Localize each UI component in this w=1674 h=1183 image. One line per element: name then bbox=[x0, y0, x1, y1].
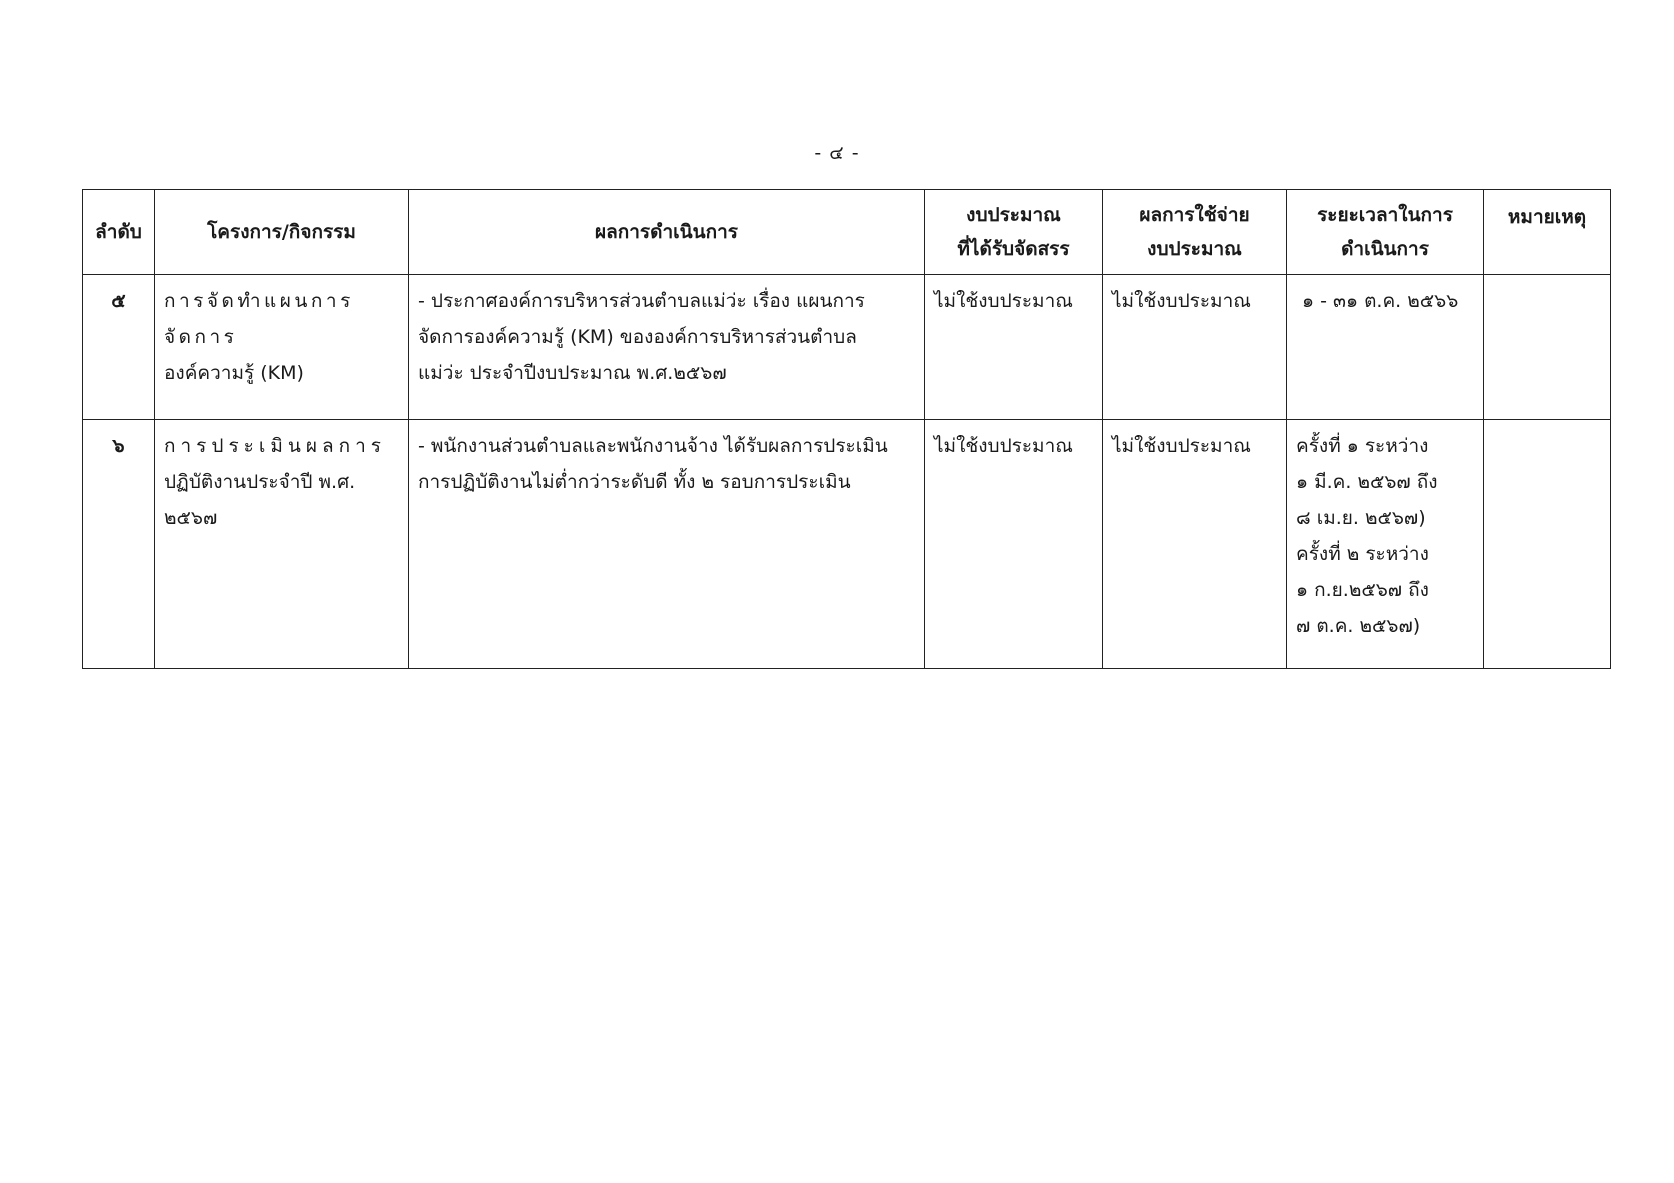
header-period bbox=[1287, 190, 1484, 275]
results-table bbox=[82, 189, 1611, 669]
period-line: ครั้งที่ ๒ ระหว่าง bbox=[1296, 543, 1429, 565]
header-order: ลำดับ bbox=[83, 190, 155, 275]
header-project: โครงการ/กิจกรรม bbox=[155, 190, 409, 275]
project-line: ปฏิบัติงานประจำปี พ.ศ. bbox=[164, 471, 356, 493]
cell-order: ๖ bbox=[83, 420, 155, 669]
cell-result bbox=[409, 420, 925, 669]
cell-budget-spent: ไม่ใช้งบประมาณ bbox=[1103, 275, 1287, 420]
cell-result bbox=[409, 275, 925, 420]
cell-project bbox=[155, 275, 409, 420]
header-result: ผลการดำเนินการ bbox=[409, 190, 925, 275]
header-budget-spent-line2: งบประมาณ bbox=[1147, 238, 1242, 260]
project-line: การจัดทำแผนการจัดการ bbox=[164, 290, 354, 348]
result-line: แม่ว่ะ ประจำปีงบประมาณ พ.ศ.๒๕๖๗ bbox=[418, 362, 727, 384]
table-row bbox=[83, 275, 1611, 420]
cell-project bbox=[155, 420, 409, 669]
header-remark: หมายเหตุ bbox=[1484, 190, 1611, 275]
cell-budget-received: ไม่ใช้งบประมาณ bbox=[925, 420, 1103, 669]
project-line: ๒๕๖๗ bbox=[164, 507, 218, 529]
cell-remark bbox=[1484, 420, 1611, 669]
period-line: ๑ มี.ค. ๒๕๖๗ ถึง bbox=[1296, 471, 1438, 493]
page-number: - ๔ - bbox=[814, 142, 860, 164]
period-line: ๘ เม.ย. ๒๕๖๗) bbox=[1296, 507, 1426, 529]
header-period-line1: ระยะเวลาในการ bbox=[1317, 204, 1453, 226]
period-line: ครั้งที่ ๑ ระหว่าง bbox=[1296, 435, 1429, 457]
result-line: การปฏิบัติงานไม่ต่ำกว่าระดับดี ทั้ง ๒ รอบการประเมิน bbox=[418, 471, 851, 493]
cell-budget-received: ไม่ใช้งบประมาณ bbox=[925, 275, 1103, 420]
cell-remark bbox=[1484, 275, 1611, 420]
period-line: ๑ ก.ย.๒๕๖๗ ถึง bbox=[1296, 579, 1429, 601]
result-line: - ประกาศองค์การบริหารส่วนตำบลแม่ว่ะ เรื่อง แผนการ bbox=[418, 290, 865, 312]
result-line: จัดการองค์ความรู้ (KM) ขององค์การบริหารส่วนตำบล bbox=[418, 326, 857, 348]
cell-period bbox=[1287, 420, 1484, 669]
cell-period bbox=[1287, 275, 1484, 420]
table-row bbox=[83, 420, 1611, 669]
project-line: การประเมินผลการ bbox=[164, 435, 387, 457]
period-line: ๗ ต.ค. ๒๕๖๗) bbox=[1296, 615, 1421, 637]
header-budget-spent-line1: ผลการใช้จ่าย bbox=[1139, 204, 1250, 226]
table-header-row bbox=[83, 190, 1611, 275]
header-period-line2: ดำเนินการ bbox=[1341, 238, 1429, 260]
header-budget-received bbox=[925, 190, 1103, 275]
period-line: ๑ - ๓๑ ต.ค. ๒๕๖๖ bbox=[1302, 290, 1459, 312]
cell-budget-spent: ไม่ใช้งบประมาณ bbox=[1103, 420, 1287, 669]
header-budget-spent bbox=[1103, 190, 1287, 275]
header-budget-received-line2: ที่ได้รับจัดสรร bbox=[957, 238, 1070, 260]
result-line: - พนักงานส่วนตำบลและพนักงานจ้าง ได้รับผลการประเมิน bbox=[418, 435, 888, 457]
cell-order: ๕ bbox=[83, 275, 155, 420]
project-line: องค์ความรู้ (KM) bbox=[164, 362, 304, 384]
header-budget-received-line1: งบประมาณ bbox=[966, 204, 1061, 226]
